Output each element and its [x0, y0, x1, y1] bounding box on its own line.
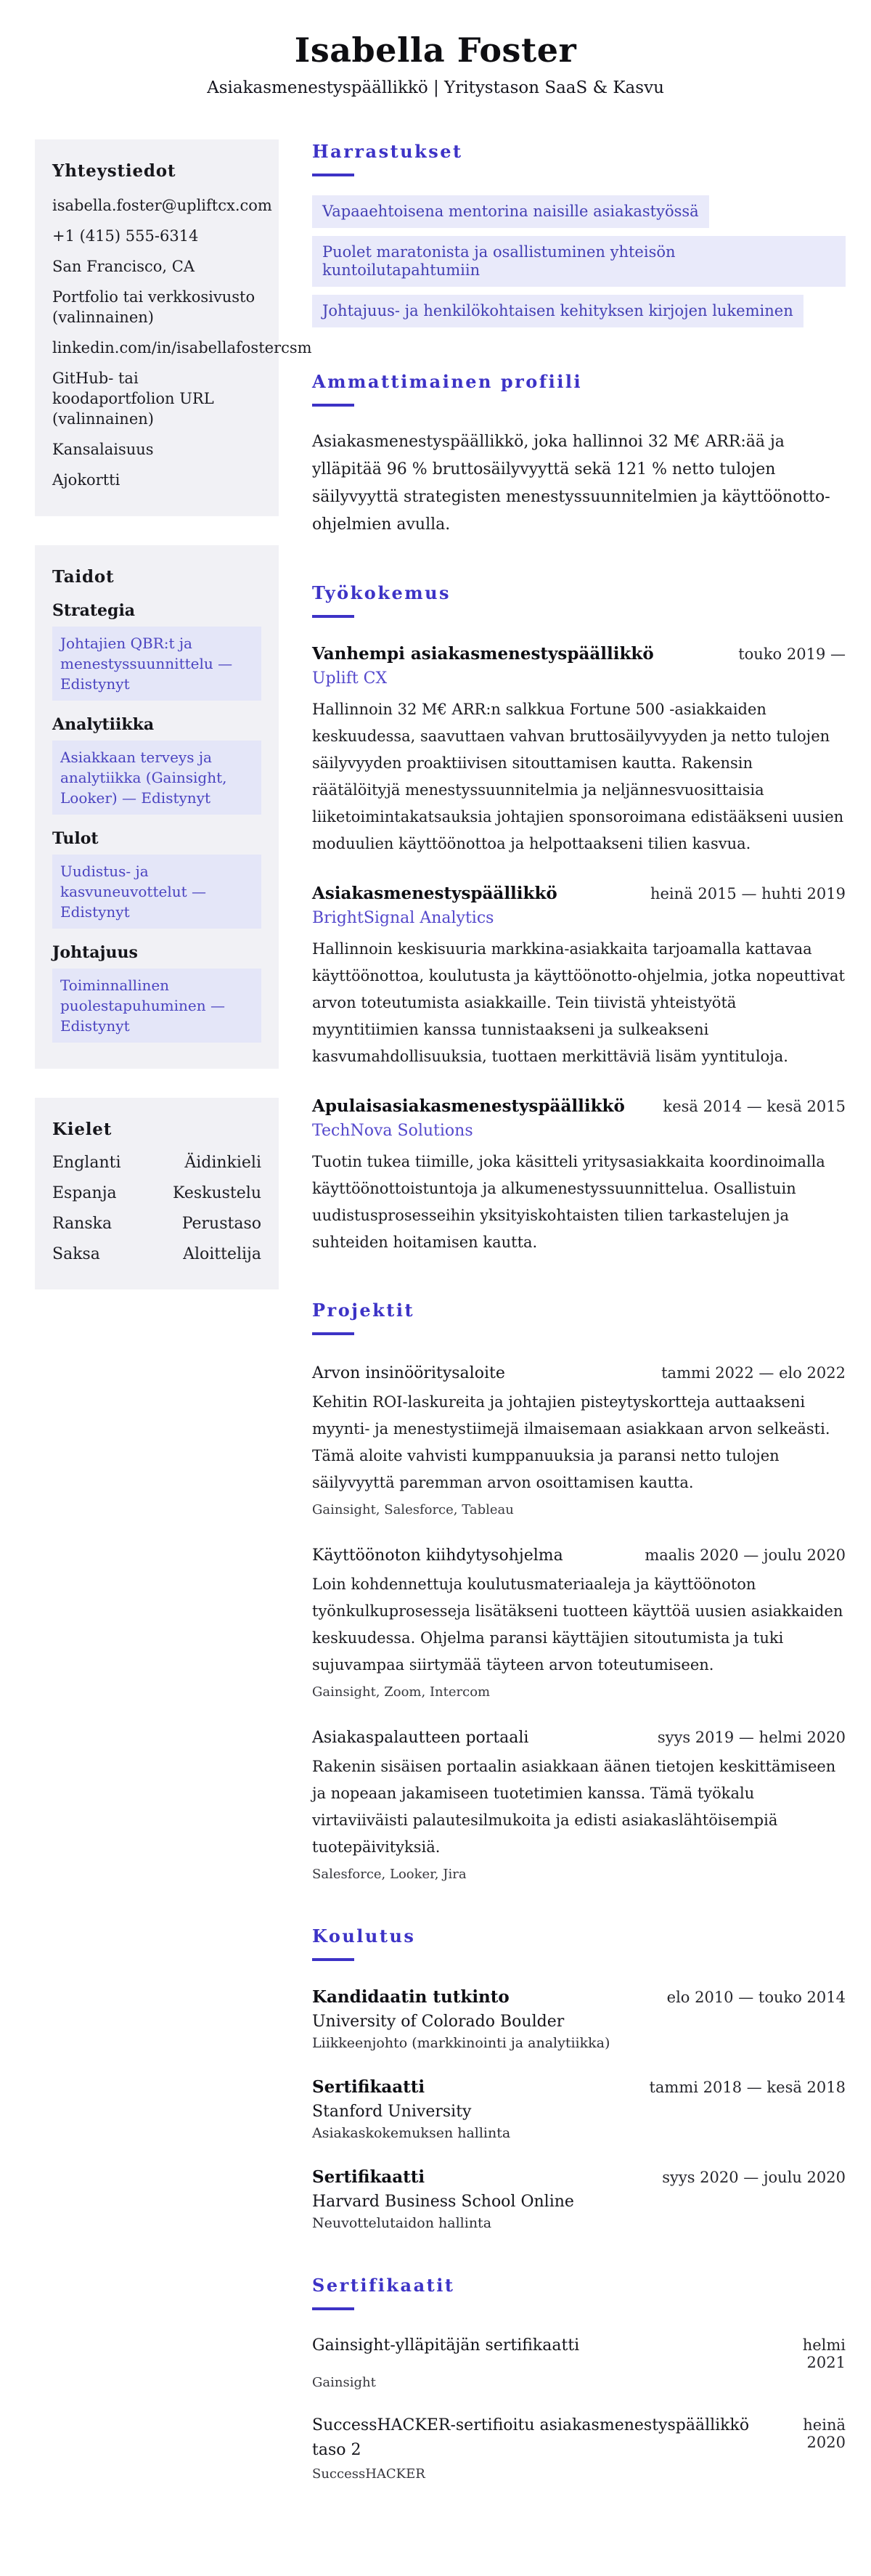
education-degree: Sertifikaatti: [312, 2077, 425, 2097]
language-row: [52, 1215, 261, 1233]
profile-text: Asiakasmenestyspäällikkö, joka hallinnoi 32 M€ ARR:ää ja ylläpitää 96 % bruttosäilyvyyttä sekä 121 % netto tulojen säilyvyyttä strategisten menestyssuunnitelmien ja käyttöönotto-ohjelmien avulla.: [312, 433, 830, 534]
job-dates: heinä 2015 — huhti 2019: [650, 885, 846, 902]
project-header: [312, 1361, 846, 1386]
education-school: Stanford University: [312, 2103, 472, 2121]
project-description: Kehitin ROI-laskureita ja johtajien pisteytyskortteja auttaakseni myynti- ja menestystiimejä ilmaisemaan asiakkaan arvon selkeästi. Tämä aloite vahvisti kumppanuuksia ja paransi netto tulojen säilyvyyttä paremman arvon osoittamisen kautta.: [312, 1393, 830, 1491]
hobby-pill: Puolet maratonista ja osallistuminen yhteisön kuntoilutapahtumiin: [312, 236, 846, 287]
job-header: [312, 1096, 846, 1116]
certification-issuer: SuccessHACKER: [312, 2466, 425, 2482]
skill-group-label: Tulot: [52, 829, 99, 848]
language-row: [52, 1154, 261, 1172]
language-name: Saksa: [52, 1245, 100, 1263]
job-role: Apulaisasiakasmenestyspäällikkö: [312, 1096, 625, 1116]
language-level: Keskustelu: [172, 1184, 261, 1202]
project-stack: Salesforce, Looker, Jira: [312, 1867, 467, 1882]
skill-pill: Toiminnallinen puolestapuhuminen — Edistynyt: [52, 969, 261, 1043]
language-name: Englanti: [52, 1154, 121, 1172]
contact-portfolio: Portfolio tai verkkosivusto (valinnainen): [52, 288, 255, 326]
contact-phone: +1 (415) 555-6314: [52, 227, 199, 245]
project-description: Rakenin sisäisen portaalin asiakkaan äänen tietojen keskittämiseen ja nopeaan jakamiseen tuotetimien kanssa. Tämä työkalu virtaviiväisti palautesilmukoita ja edisti asiakaslähtöisempiä tuotepäivityksiä.: [312, 1758, 836, 1856]
job-company: TechNova Solutions: [312, 1122, 473, 1140]
section-projects: [312, 1300, 846, 1882]
job-company: Uplift CX: [312, 669, 388, 688]
project-header: [312, 1544, 846, 1568]
languages-title: Kielet: [52, 1120, 113, 1139]
section-rule: [312, 174, 354, 176]
languages-box: [35, 1098, 279, 1289]
job-header: [312, 644, 846, 664]
certification-date: heinä 2020: [803, 2416, 846, 2451]
language-level: Perustaso: [181, 1215, 261, 1233]
education-school: Harvard Business School Online: [312, 2193, 574, 2211]
education-entry: [312, 2077, 846, 2141]
job-dates: kesä 2014 — kesä 2015: [663, 1098, 846, 1115]
section-rule: [312, 404, 354, 407]
contact-drivers-license: Ajokortti: [52, 471, 120, 489]
skill-group-label: Johtajuus: [52, 943, 138, 962]
certification-name: Gainsight-ylläpitäjän sertifikaatti: [312, 2336, 580, 2355]
section-rule: [312, 1332, 354, 1335]
job-header: [312, 884, 846, 903]
certification-issuer: Gainsight: [312, 2375, 376, 2390]
language-name: Espanja: [52, 1184, 117, 1202]
section-experience: [312, 582, 846, 1256]
project-dates: syys 2019 — helmi 2020: [657, 1729, 846, 1746]
contact-box: [35, 139, 312, 516]
job-description: Hallinnoin 32 M€ ARR:n salkkua Fortune 500 -asiakkaiden keskuudessa, saavuttaen vahvan bruttosäilyvyyden ja netto tulojen säilyvyyden proaktiivisen sitouttamisen kautta. Rakensin räätälöityjä menestyssuunnitelmia ja neljännesvuosittaisia liiketoimintakatsauksia johtajien sponsoroimana edistääkseni uusien moduulien käyttöönottoa ja helpottaakseni tilien kasvua.: [312, 701, 844, 852]
hobbies-title: Harrastukset: [312, 141, 463, 162]
candidate-tagline: Asiakasmenestyspäällikkö | Yritystason SaaS & Kasvu: [207, 78, 664, 97]
education-title: Koulutus: [312, 1925, 416, 1947]
education-school: University of Colorado Boulder: [312, 2013, 565, 2031]
projects-title: Projektit: [312, 1300, 415, 1321]
language-level: Aloittelija: [183, 1245, 261, 1263]
job-entry: [312, 1096, 846, 1256]
education-field: Liikkeenjohto (markkinointi ja analytiikka): [312, 2035, 610, 2051]
contact-github: GitHub- tai koodaportfolion URL (valinnainen): [52, 370, 214, 428]
project-name: Käyttöönoton kiihdytysohjelma: [312, 1546, 563, 1565]
profile-title: Ammattimainen profiili: [312, 371, 583, 392]
education-degree: Kandidaatin tutkinto: [312, 1987, 510, 2007]
project-dates: tammi 2022 — elo 2022: [661, 1364, 846, 1382]
section-rule: [312, 2307, 354, 2310]
skills-box: [35, 545, 279, 1069]
job-description: Tuotin tukea tiimille, joka käsitteli yritysasiakkaita koordinoimalla käyttöönottoistuntoja ja alkumenestyssuunnittelua. Osallistuin uudistusprosesseihin yksityiskohtaisten tilien tarkastelujen ja suhteiden hoitamisen kautta.: [312, 1153, 825, 1251]
contact-location: San Francisco, CA: [52, 258, 195, 275]
job-company: BrightSignal Analytics: [312, 909, 494, 927]
contact-title: Yhteystiedot: [52, 161, 176, 181]
skills-title: Taidot: [52, 567, 115, 587]
job-dates: touko 2019 —: [738, 645, 846, 663]
education-header: [312, 1987, 846, 2007]
certification-entry: [312, 2334, 846, 2390]
education-entry: [312, 2167, 846, 2231]
two-column-layout: [0, 97, 871, 2576]
certification-date: helmi 2021: [802, 2336, 846, 2371]
section-hobbies: [312, 141, 846, 327]
hobby-pill: Johtajuus- ja henkilökohtaisen kehityksen kirjojen lukeminen: [312, 295, 803, 327]
project-entry: [312, 1361, 846, 1517]
education-dates: elo 2010 — touko 2014: [666, 1989, 846, 2006]
main-column: [312, 139, 846, 2525]
contact-citizenship: Kansalaisuus: [52, 441, 154, 458]
project-description: Loin kohdennettuja koulutusmateriaaleja ja käyttöönoton työnkulkuprosesseja lisätäkseni tuotteen käyttöä uusien asiakkaiden keskuudessa. Ohjelma paransi käyttäjien sitoutumista ja tuki sujuvampaa siirtymää täyteen arvon toteutumiseen.: [312, 1576, 843, 1674]
contact-email: isabella.foster@upliftcx.com: [52, 197, 272, 214]
education-dates: tammi 2018 — kesä 2018: [649, 2079, 846, 2096]
section-rule: [312, 615, 354, 618]
education-field: Neuvottelutaidon hallinta: [312, 2215, 492, 2231]
candidate-name: Isabella Foster: [294, 30, 577, 70]
education-field: Asiakaskokemuksen hallinta: [312, 2125, 511, 2141]
certification-name: SuccessHACKER-sertifioitu asiakasmenestyspäällikkö taso 2: [312, 2416, 750, 2459]
experience-title: Työkokemus: [312, 582, 451, 603]
resume-header: [0, 0, 871, 97]
hobby-list: [312, 195, 846, 327]
job-role: Vanhempi asiakasmenestyspäällikkö: [312, 644, 654, 664]
language-name: Ranska: [52, 1215, 113, 1233]
certifications-title: Sertifikaatit: [312, 2275, 455, 2296]
contact-linkedin: linkedin.com/in/isabellafostercsm: [52, 339, 312, 356]
section-rule: [312, 1958, 354, 1961]
project-dates: maalis 2020 — joulu 2020: [645, 1546, 846, 1564]
hobby-pill: Vapaaehtoisena mentorina naisille asiakastyössä: [312, 195, 709, 228]
project-header: [312, 1726, 846, 1750]
section-profile: [312, 371, 846, 539]
certification-header: [312, 2334, 846, 2371]
education-header: [312, 2167, 846, 2187]
project-name: Arvon insinööritysaloite: [312, 1364, 505, 1382]
job-entry: [312, 884, 846, 1070]
education-degree: Sertifikaatti: [312, 2167, 425, 2187]
language-row: [52, 1245, 261, 1263]
skill-pill: Uudistus- ja kasvuneuvottelut — Edistynyt: [52, 855, 261, 929]
education-dates: syys 2020 — joulu 2020: [662, 2169, 846, 2186]
skill-group-label: Strategia: [52, 601, 136, 620]
section-education: [312, 1925, 846, 2231]
language-row: [52, 1184, 261, 1202]
skill-group-label: Analytiikka: [52, 715, 155, 734]
project-stack: Gainsight, Salesforce, Tableau: [312, 1502, 514, 1517]
section-certifications: [312, 2275, 846, 2482]
job-role: Asiakasmenestyspäällikkö: [312, 884, 557, 903]
project-name: Asiakaspalautteen portaali: [312, 1729, 529, 1747]
project-entry: [312, 1544, 846, 1700]
sidebar: [35, 139, 312, 1318]
education-entry: [312, 1987, 846, 2051]
language-level: Äidinkieli: [184, 1154, 261, 1172]
job-entry: [312, 644, 846, 857]
job-description: Hallinnoin keskisuuria markkina-asiakkaita tarjoamalla kattavaa käyttöönottoa, koulutusta ja käyttöönotto-ohjelmia, jotka nopeuttivat arvon toteutumista asiakkaille. Tein tiivistä yhteistyötä myyntitiimien kanssa tunnistaakseni ja sulkeakseni kasvumahdollisuuksia, tuottaen merkittäviä lisäm yyntituloja.: [312, 940, 845, 1065]
skill-pill: Asiakkaan terveys ja analytiikka (Gainsight, Looker) — Edistynyt: [52, 741, 261, 815]
skill-pill: Johtajien QBR:t ja menestyssuunnittelu — Edistynyt: [52, 627, 261, 701]
project-stack: Gainsight, Zoom, Intercom: [312, 1684, 491, 1700]
project-entry: [312, 1726, 846, 1882]
certification-header: [312, 2413, 846, 2463]
certification-entry: [312, 2413, 846, 2482]
education-header: [312, 2077, 846, 2097]
